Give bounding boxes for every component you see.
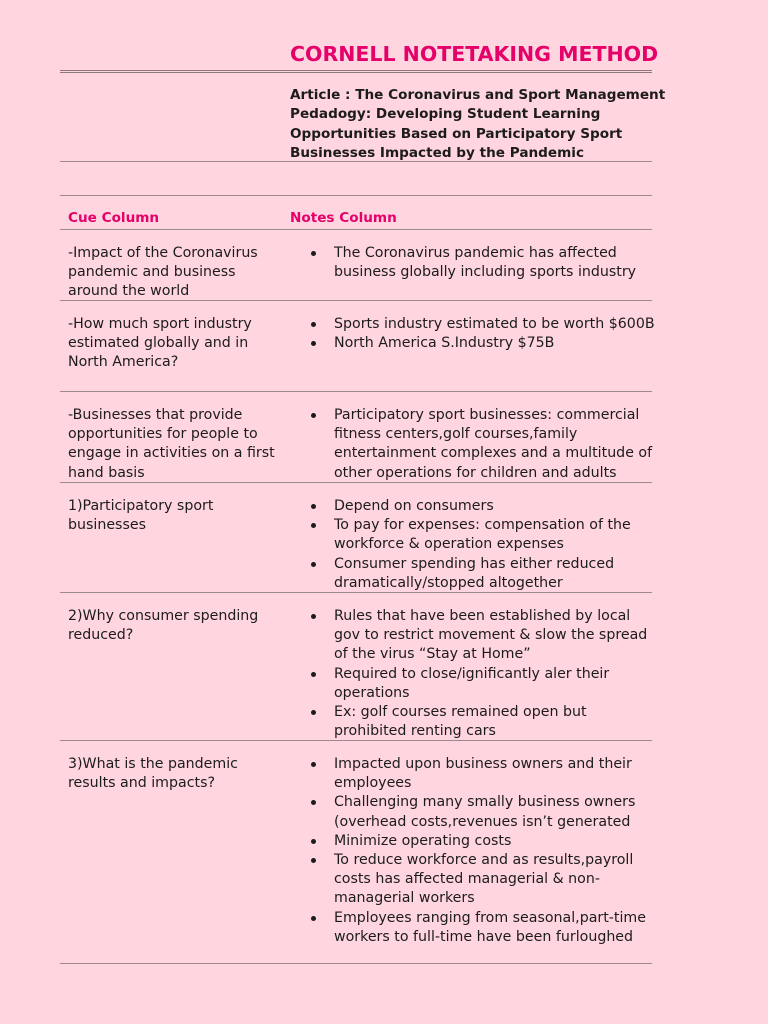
bullet-icon [311,614,316,619]
bullet-icon [311,858,316,863]
note-item: To pay for expenses: compensation of the workforce & operation expenses [310,516,655,554]
row-divider [60,482,652,483]
row-divider [60,963,652,964]
article-divider [60,161,652,162]
row-divider [60,592,652,593]
note-item: Ex: golf courses remained open but prohibited renting cars [310,703,655,741]
note-item: Employees ranging from seasonal,part-time workers to full-time have been furloughed [310,909,655,947]
notes-row-6 [310,755,655,947]
note-item: Rules that have been established by local gov to restrict movement & slow the spread of the virus “Stay at Home” [310,607,655,665]
bullet-icon [311,523,316,528]
note-item: Participatory sport businesses: commercial fitness centers,golf courses,family entertainment complexes and a multitude of other operations for children and adults [310,406,655,483]
cue-row-6: 3)What is the pandemic results and impacts? [68,756,238,792]
cue-row-1: -Impact of the Coronavirus pandemic and business around the world [68,245,258,300]
note-item: Depend on consumers [310,497,655,516]
note-item: Consumer spending has either reduced dramatically/stopped altogether [310,555,655,593]
bullet-icon [311,839,316,844]
notes-row-4 [310,497,655,593]
cue-row-3: -Businesses that provide opportunities for people to engage in activities on a first hand basis [68,407,275,481]
bullet-icon [311,916,316,921]
note-item: Impacted upon business owners and their employees [310,755,655,793]
notes-row-3 [310,406,655,483]
row-divider [60,300,652,301]
row-divider [60,391,652,392]
header-bottom-divider [60,229,652,230]
notes-row-2 [310,315,655,353]
bullet-icon [311,322,316,327]
bullet-icon [311,710,316,715]
note-item: Required to close/ignificantly aler their operations [310,665,655,703]
bullet-icon [311,672,316,677]
page-title: CORNELL NOTETAKING METHOD [290,42,659,66]
header-top-divider [60,195,652,196]
note-item: The Coronavirus pandemic has affected business globally including sports industry [310,244,655,282]
bullet-icon [311,562,316,567]
note-item: North America S.Industry $75B [310,334,655,353]
cue-column-header: Cue Column [68,210,160,226]
notes-row-1 [310,244,655,282]
note-item: Challenging many smally business owners (overhead costs,revenues isn’t generated [310,793,655,831]
note-item: Minimize operating costs [310,832,655,851]
bullet-icon [311,413,316,418]
bullet-icon [311,504,316,509]
notes-row-5 [310,607,655,741]
bullet-icon [311,800,316,805]
bullet-icon [311,341,316,346]
bullet-icon [311,251,316,256]
cue-row-5: 2)Why consumer spending reduced? [68,608,259,644]
cue-row-2: -How much sport industry estimated globally and in North America? [68,316,252,371]
bullet-icon [311,762,316,767]
title-divider [60,70,652,73]
cue-row-4: 1)Participatory sport businesses [68,498,214,534]
notes-column-header: Notes Column [290,210,397,226]
note-item: To reduce workforce and as results,payroll costs has affected managerial & non-managerial workers [310,851,655,909]
note-item: Sports industry estimated to be worth $600B [310,315,655,334]
article-title: Article : The Coronavirus and Sport Management Pedadogy: Developing Student Learning Opportunities Based on Participatory Sport Businesses Impacted by the Pandemic [290,87,666,161]
row-divider [60,740,652,741]
